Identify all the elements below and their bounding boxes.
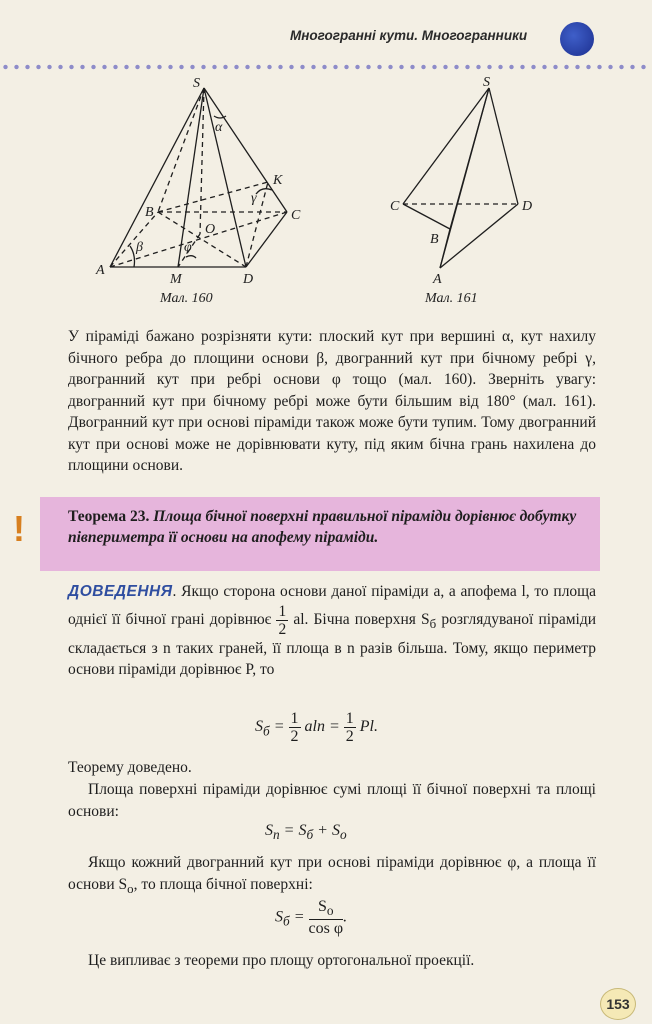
formula-lateral-area: $S_б$ = $\frac{1}{2}$ aln = $\frac{1}{2}$ Pl. (255, 710, 378, 745)
proof-text-1a: . Якщо сторона основи даної піраміди a, а апофема l, то площа однієї її бічної грані дорівнює (68, 583, 596, 628)
caption-fig-161: Мал. 161 (425, 291, 478, 306)
label-D-160: D (243, 272, 254, 287)
label-B-160: B (145, 205, 154, 220)
conclusion-text: Це випливає з теореми про площу ортогональної проекції. (88, 952, 475, 969)
label-beta: β (136, 240, 143, 255)
formula-cos: $S_б$ = $\frac{S_о}{\text{cos φ}}$ . (275, 898, 348, 938)
theorem-text (68, 506, 592, 548)
label-D-161: D (522, 199, 533, 214)
intro-paragraph: У піраміді бажано розрізняти кути: плоский кут при вершині α, кут нахилу бічного ребра до площини основи β, двогранний кут при бічному ребрі γ, двогранний кут при ребрі основи φ тощо (мал. 160). Зверніть увагу: двогранний кут при бічному ребрі може бути більшим від 180° (мал. 161). Двогранний кут при основі піраміди також може бути тупим. Тому двогранний кут при основі може не дорівнювати куту, під яким бічна грань нахилена до площини основи. (68, 328, 596, 474)
dotted-divider (0, 64, 652, 70)
label-M-160: M (170, 272, 182, 287)
label-alpha: α (215, 120, 223, 135)
figure-160 (0, 74, 652, 314)
label-A-160: A (96, 263, 105, 278)
label-S-160: S (193, 76, 200, 91)
header-title: Многогранні кути. Многогранники (290, 28, 528, 43)
proof-text-1c: розглядуваної піраміди складається з n таких граней, її площа в n разів більша. Тому, якщо периметр основи піраміди дорівнює P, то (68, 610, 596, 678)
label-A-161: A (433, 272, 442, 287)
theorem-statement: Площа бічної поверхні правильної піраміди дорівнює добутку півпериметра її основи на апофему піраміди. (68, 508, 577, 546)
label-C-161: C (390, 199, 400, 214)
label-O-160: O (205, 222, 216, 237)
important-marker: ! (13, 508, 25, 549)
dihedral-text: Якщо кожний двогранний кут при основі піраміди дорівнює φ, а площа її основи $S_о$, то площа бічної поверхні: (68, 854, 596, 896)
label-phi: φ (184, 240, 192, 255)
proof-paragraph-1 (68, 581, 596, 681)
label-B-161: B (430, 232, 439, 247)
sub-b: б (429, 615, 437, 631)
proof-done: Теорему доведено. (68, 759, 192, 776)
label-C-160: C (291, 208, 301, 223)
theorem-name: Теорема 23. (68, 508, 150, 525)
label-S-161: S (483, 75, 490, 90)
half-fraction: $\frac{1}{2}$ (278, 602, 287, 638)
label-K-160: K (273, 173, 283, 188)
chapter-dot (560, 22, 594, 56)
formula-total-area: $S_п = S_б + S_о$ (265, 822, 347, 843)
proof-text-1b: al. Бічна поверхня S (293, 610, 430, 628)
label-gamma: γ (251, 191, 257, 206)
total-area-text: Площа поверхні піраміди дорівнює сумі площі її бічної поверхні та площі основи: (68, 781, 596, 820)
caption-fig-160: Мал. 160 (160, 291, 213, 306)
page-number: 153 (600, 988, 636, 1020)
proof-heading: ДОВЕДЕННЯ (68, 583, 173, 600)
